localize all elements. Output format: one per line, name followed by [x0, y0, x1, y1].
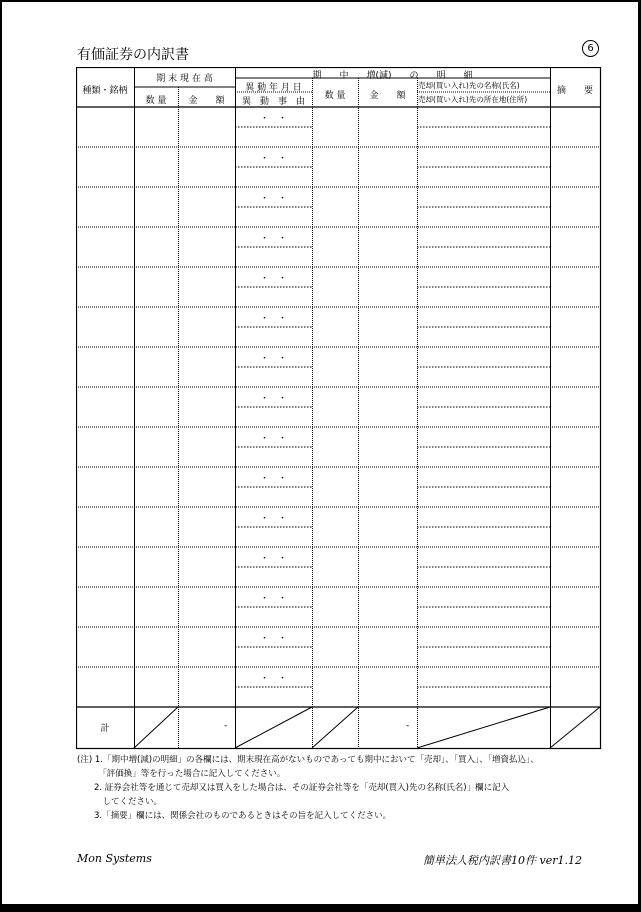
header-change-date: 異 動 年 月 日	[245, 83, 302, 93]
header-amount: 金 額	[188, 96, 225, 106]
row-date-placeholder: ・ ・	[259, 234, 287, 244]
header-party-name: 売却(買い入れ)先の名称(氏名)	[418, 81, 520, 90]
total-diagonal	[312, 707, 358, 748]
header-kind-name: 種類・銘柄	[82, 86, 128, 96]
note-line: 「評価換」等を行った場合に記入してください。	[77, 769, 286, 779]
row-date-placeholder: ・ ・	[259, 594, 287, 604]
form-grid	[76, 67, 602, 750]
total-label: 計	[100, 724, 110, 734]
header-change-amount: 金 額	[369, 91, 406, 101]
header-party-address: 売却(買い入れ)先の所在地(住所)	[418, 95, 528, 104]
header-qty: 数 量	[145, 96, 167, 106]
row-date-placeholder: ・ ・	[259, 154, 287, 164]
notes-section	[77, 753, 539, 823]
row-date-placeholder: ・ ・	[259, 474, 287, 484]
total-amount: -	[224, 721, 228, 731]
total-diagonal	[417, 707, 550, 748]
page-border-left	[0, 0, 2, 912]
header-period-end: 期 末 現 在 高	[156, 74, 213, 84]
header-change-qty: 数 量	[324, 91, 346, 101]
total-change-amount: -	[406, 721, 410, 731]
row-date-placeholder: ・ ・	[259, 674, 287, 684]
footer-vendor: Mon Systems	[77, 852, 152, 865]
row-date-placeholder: ・ ・	[259, 514, 287, 524]
row-date-placeholder: ・ ・	[259, 314, 287, 324]
page-border-bottom	[0, 904, 641, 912]
total-diagonal	[550, 707, 600, 748]
page-number-badge: 6	[582, 40, 599, 57]
row-date-placeholder: ・ ・	[259, 434, 287, 444]
row-date-placeholder: ・ ・	[259, 634, 287, 644]
row-date-placeholder: ・ ・	[259, 114, 287, 124]
row-date-placeholder: ・ ・	[259, 274, 287, 284]
header-memo: 摘 要	[556, 86, 593, 96]
form-outer-border	[77, 68, 601, 749]
header-change-reason: 異 動 事 由	[241, 97, 305, 107]
note-line: 3.「摘要」欄には、関係会社のものであるときはその旨を記入してください。	[77, 811, 392, 821]
page-title: 有価証券の内訳書	[77, 47, 189, 63]
page-border-top	[0, 0, 641, 2]
row-date-placeholder: ・ ・	[259, 394, 287, 404]
total-diagonal	[134, 707, 178, 748]
footer-product: 簡単法人税内訳書10件 ver1.12	[423, 854, 582, 867]
note-line: してください。	[77, 797, 163, 807]
total-diagonal	[235, 707, 312, 748]
row-date-placeholder: ・ ・	[259, 354, 287, 364]
note-line: (注) 1.「期中増(減)の明細」の各欄には、期末現在高がないものであっても期中において「売却」、「買入」、「増資払込」、	[77, 755, 539, 765]
header-change-group: 期 中 増(減) の 明 細	[312, 71, 473, 81]
note-line: 2. 証券会社等を通じて売却又は買入をした場合は、その証券会社等を「売却(買入)先の名称(氏名)」欄に記入	[77, 783, 510, 793]
row-date-placeholder: ・ ・	[259, 194, 287, 204]
row-date-placeholder: ・ ・	[259, 554, 287, 564]
